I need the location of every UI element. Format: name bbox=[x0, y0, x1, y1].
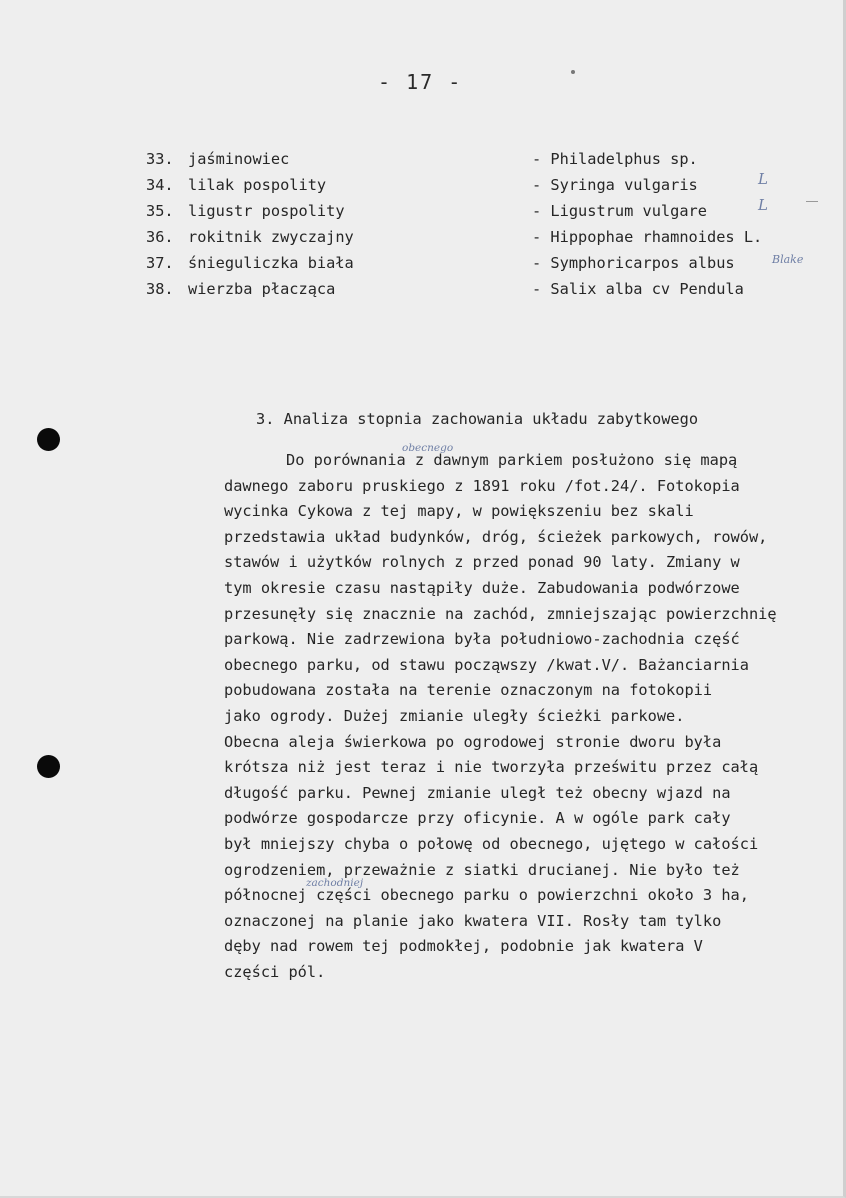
plant-polish-name: rokitnik zwyczajny bbox=[188, 228, 354, 246]
line-text: oznaczonej na planie jako kwatera VII. Rosły tam tylko bbox=[224, 911, 722, 930]
plant-number: 36. bbox=[146, 228, 174, 246]
plant-latin-name: - Salix alba cv Pendula bbox=[532, 280, 744, 298]
plant-number: 37. bbox=[146, 254, 174, 272]
line-text: dęby nad rowem tej podmokłej, podobnie jak kwatera V bbox=[224, 937, 703, 956]
plant-polish-name: ligustr pospolity bbox=[188, 202, 345, 220]
plant-number: 34. bbox=[146, 176, 174, 194]
handwritten-annotation: zachodniej bbox=[306, 877, 364, 890]
plant-latin-name: - Ligustrum vulgare bbox=[532, 202, 707, 220]
line-text: krótsza niż jest teraz i nie tworzyła prześwitu przez całą bbox=[224, 758, 759, 777]
line-text: pobudowana została na terenie oznaczonym na fotokopii bbox=[224, 681, 713, 700]
line-text: dawnego zaboru pruskiego z 1891 roku /fot.24/. Fotokopia bbox=[224, 476, 740, 495]
paper-speck bbox=[571, 70, 575, 74]
paragraph-line bbox=[224, 832, 844, 858]
plant-row bbox=[146, 146, 796, 172]
paragraph-line bbox=[224, 806, 844, 832]
line-text: przedstawia układ budynków, dróg, ścieżek parkowych, rowów, bbox=[224, 527, 768, 546]
plant-latin-name: - Hippophae rhamnoides L. bbox=[532, 228, 763, 246]
plant-row bbox=[146, 250, 804, 276]
paragraph-line bbox=[224, 627, 844, 653]
plant-polish-name: lilak pospolity bbox=[188, 176, 327, 194]
plant-polish-name: jaśminowiec bbox=[188, 150, 290, 168]
handwritten-annotation: L bbox=[758, 170, 768, 188]
paragraph-line bbox=[224, 442, 844, 474]
paragraph-line bbox=[224, 704, 844, 730]
paragraph-line bbox=[224, 960, 844, 986]
paragraph-line bbox=[224, 934, 844, 960]
plant-number: 38. bbox=[146, 280, 174, 298]
plant-latin-name: - Philadelphus sp. bbox=[532, 150, 698, 168]
line-text: podwórze gospodarcze przy oficynie. A w ogóle park cały bbox=[224, 809, 731, 828]
plant-row bbox=[146, 276, 796, 302]
line-text: Obecna aleja świerkowa po ogrodowej stronie dworu była bbox=[224, 732, 722, 751]
plant-row bbox=[146, 198, 796, 224]
paragraph-line bbox=[224, 653, 844, 679]
line-text: stawów i użytków rolnych z przed ponad 90 laty. Zmiany w bbox=[224, 553, 740, 572]
handwritten-annotation: L bbox=[758, 196, 768, 214]
plant-number: 33. bbox=[146, 150, 174, 168]
paragraph-line bbox=[224, 909, 844, 935]
line-text: wycinka Cykowa z tej mapy, w powiększeniu bez skali bbox=[224, 502, 694, 521]
binder-hole bbox=[37, 755, 60, 778]
paragraph-line bbox=[224, 550, 844, 576]
line-text: był mniejszy chyba o połowę od obecnego, ujętego w całości bbox=[224, 834, 759, 853]
handwritten-annotation: obecnego bbox=[402, 442, 454, 454]
line-text: tym okresie czasu nastąpiły duże. Zabudowania podwórzowe bbox=[224, 578, 740, 597]
plant-polish-name: śnieguliczka biała bbox=[188, 254, 354, 272]
paragraph-line bbox=[224, 602, 844, 628]
line-text: parkową. Nie zadrzewiona była południowo-zachodnia część bbox=[224, 630, 740, 649]
line-text: północnej części obecnego parku o powierzchni około 3 ha, bbox=[224, 886, 749, 905]
paragraph-line bbox=[224, 678, 844, 704]
paragraph-line bbox=[224, 499, 844, 525]
paragraph-line bbox=[224, 576, 844, 602]
line-text: ogrodzeniem, przeważnie z siatki drucianej. Nie było też bbox=[224, 860, 740, 879]
paragraph-line bbox=[224, 781, 844, 807]
paragraph-line bbox=[224, 755, 844, 781]
plant-polish-name: wierzba płacząca bbox=[188, 280, 336, 298]
line-text: przesunęły się znacznie na zachód, zmniejszając powierzchnię bbox=[224, 604, 777, 623]
plant-latin-name: - Symphoricarpos albus bbox=[532, 254, 735, 272]
line-text: długość parku. Pewnej zmianie uległ też obecny wjazd na bbox=[224, 783, 731, 802]
paragraph-line bbox=[224, 877, 844, 909]
line-text: jako ogrody. Dużej zmianie uległy ścieżki parkowe. bbox=[224, 706, 685, 725]
handwritten-annotation: Blake bbox=[772, 253, 804, 266]
section-heading: 3. Analiza stopnia zachowania układu zabytkowego bbox=[256, 410, 699, 428]
paragraph-line bbox=[224, 474, 844, 500]
binder-hole bbox=[37, 428, 60, 451]
section-body bbox=[224, 442, 844, 985]
margin-dash-mark bbox=[806, 201, 818, 202]
line-text: części pól. bbox=[224, 962, 326, 981]
plant-row bbox=[146, 172, 796, 198]
plant-latin-name: - Syringa vulgaris bbox=[532, 176, 698, 194]
paragraph-line bbox=[224, 525, 844, 551]
paragraph-line bbox=[224, 730, 844, 756]
page-number: - 17 - bbox=[378, 70, 463, 94]
plant-row bbox=[146, 224, 796, 250]
line-text: obecnego parku, od stawu począwszy /kwat.V/. Bażanciarnia bbox=[224, 655, 749, 674]
plant-list bbox=[146, 146, 804, 302]
line-text: Do porównania z dawnym parkiem posłużono się mapą bbox=[286, 451, 738, 469]
plant-number: 35. bbox=[146, 202, 174, 220]
